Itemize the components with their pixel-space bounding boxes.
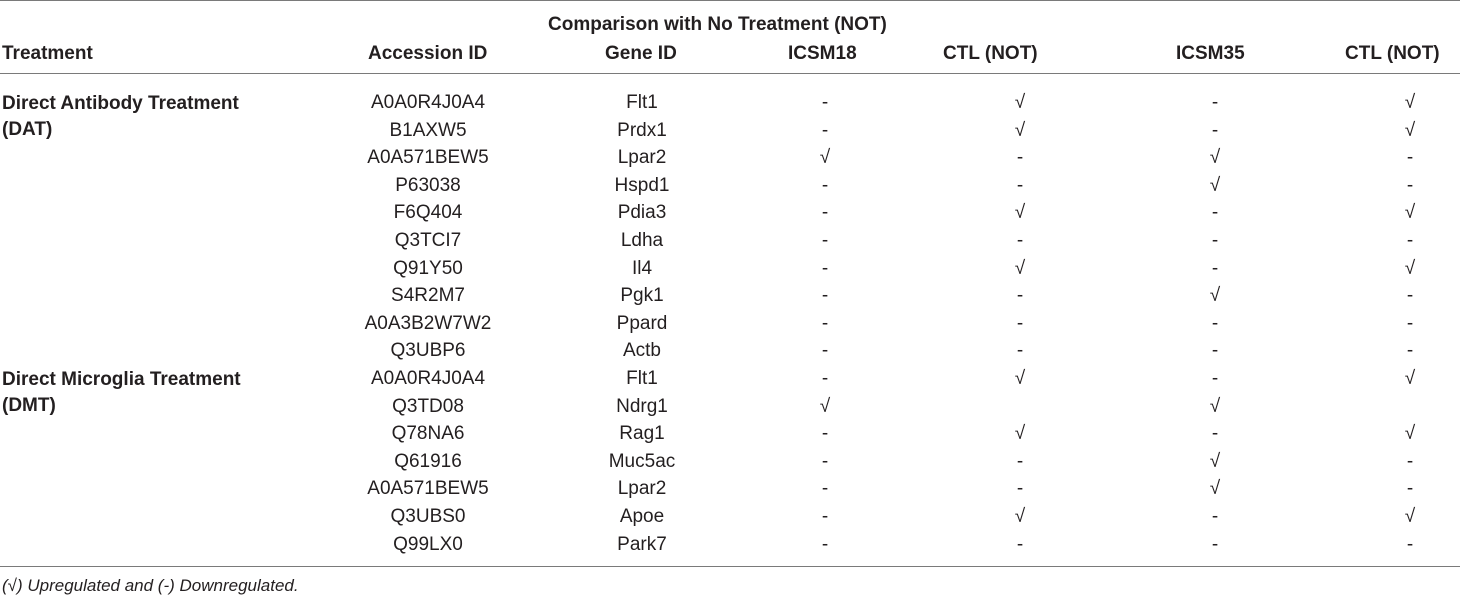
cell-accession-id: Q78NA6 xyxy=(391,423,465,445)
cell-accession-id: B1AXW5 xyxy=(389,119,467,141)
cell-gene-id: Pdia3 xyxy=(617,202,667,224)
cell-gene-id: Rag1 xyxy=(619,423,665,445)
cell-icsm18: - xyxy=(821,230,829,251)
cell-accession-id: A0A3B2W7W2 xyxy=(364,312,492,334)
cell-gene-id: Lpar2 xyxy=(617,147,667,169)
cell-accession-id: A0A0R4J0A4 xyxy=(370,92,486,113)
cell-icsm18: √ xyxy=(819,395,831,417)
cell-icsm18: - xyxy=(821,257,829,279)
cell-icsm35: √ xyxy=(1209,395,1221,417)
cell-icsm35: √ xyxy=(1209,174,1221,196)
cell-gene-id: Flt1 xyxy=(626,92,658,113)
cell-accession-id: Q3TD08 xyxy=(392,395,464,417)
cell-ctl-not-1: - xyxy=(1016,147,1024,169)
cell-icsm35: √ xyxy=(1209,147,1221,169)
cell-gene-id: Ldha xyxy=(620,230,664,251)
cell-ctl-not-1: - xyxy=(1016,174,1024,196)
cell-ctl-not-1: - xyxy=(1016,340,1024,362)
cell-gene-id: Il4 xyxy=(631,257,653,279)
cell-icsm35: - xyxy=(1211,119,1219,141)
cell-ctl-not-1: √ xyxy=(1014,92,1026,113)
cell-accession-id: Q3TCI7 xyxy=(394,230,462,251)
column-header-gene-id: Gene ID xyxy=(605,43,677,64)
cell-icsm35: √ xyxy=(1209,478,1221,500)
cell-accession-id: Q3UBP6 xyxy=(390,340,466,362)
cell-accession-id: A0A571BEW5 xyxy=(367,478,489,500)
cell-ctl-not-1: - xyxy=(1016,230,1024,251)
cell-icsm35: - xyxy=(1211,506,1219,527)
column-header-ctl-not-2: CTL (NOT) xyxy=(1345,43,1440,64)
cell-ctl-not-1: √ xyxy=(1014,257,1026,279)
cell-icsm18: - xyxy=(821,285,829,307)
cell-ctl-not-2: √ xyxy=(1404,506,1416,527)
cell-icsm35: - xyxy=(1211,368,1219,389)
cell-ctl-not-1: - xyxy=(1016,285,1024,307)
column-header-icsm35: ICSM35 xyxy=(1176,43,1245,64)
cell-ctl-not-1: √ xyxy=(1014,368,1026,389)
cell-ctl-not-1: - xyxy=(1016,478,1024,500)
cell-icsm35: - xyxy=(1211,230,1219,251)
cell-gene-id: Muc5ac xyxy=(608,450,676,472)
cell-ctl-not-2: √ xyxy=(1404,368,1416,389)
cell-ctl-not-2: - xyxy=(1406,230,1414,251)
cell-ctl-not-1: √ xyxy=(1014,506,1026,527)
column-header-ctl-not-1: CTL (NOT) xyxy=(943,43,1038,64)
cell-gene-id: Park7 xyxy=(617,533,667,555)
cell-accession-id: F6Q404 xyxy=(393,202,463,224)
cell-ctl-not-1: √ xyxy=(1014,119,1026,141)
cell-ctl-not-2: √ xyxy=(1404,92,1416,113)
cell-icsm18: - xyxy=(821,202,829,224)
cell-ctl-not-2: - xyxy=(1406,478,1414,500)
cell-icsm18: - xyxy=(821,423,829,445)
cell-gene-id: Actb xyxy=(622,340,662,362)
cell-icsm35: - xyxy=(1211,257,1219,279)
cell-icsm18: - xyxy=(821,506,829,527)
cell-ctl-not-1: - xyxy=(1016,450,1024,472)
cell-icsm18: √ xyxy=(819,147,831,169)
cell-ctl-not-2: √ xyxy=(1404,257,1416,279)
cell-ctl-not-2: - xyxy=(1406,312,1414,334)
footnote: (√) Upregulated and (-) Downregulated. xyxy=(2,576,299,595)
cell-gene-id: Lpar2 xyxy=(617,478,667,500)
cell-icsm18: - xyxy=(821,312,829,334)
cell-icsm18: - xyxy=(821,478,829,500)
cell-accession-id: Q61916 xyxy=(394,450,462,472)
cell-gene-id: Ppard xyxy=(616,312,668,334)
treatment-group-label xyxy=(2,367,241,419)
cell-icsm18: - xyxy=(821,533,829,555)
cell-gene-id: Ndrg1 xyxy=(616,395,668,417)
cell-ctl-not-2: √ xyxy=(1404,423,1416,445)
cell-ctl-not-2: - xyxy=(1406,147,1414,169)
cell-accession-id: A0A571BEW5 xyxy=(367,147,489,169)
treatment-group-label xyxy=(2,91,239,143)
table-top-rule xyxy=(0,0,1460,1)
treatment-label-line1: Direct Microglia Treatment xyxy=(2,369,241,390)
cell-icsm18: - xyxy=(821,119,829,141)
cell-accession-id: Q3UBS0 xyxy=(390,506,466,527)
cell-icsm18: - xyxy=(821,174,829,196)
cell-accession-id: Q99LX0 xyxy=(393,533,463,555)
cell-icsm35: √ xyxy=(1209,450,1221,472)
treatment-label-line2: (DMT) xyxy=(2,395,56,416)
cell-icsm35: - xyxy=(1211,423,1219,445)
cell-gene-id: Pgk1 xyxy=(620,285,664,307)
group-header: Comparison with No Treatment (NOT) xyxy=(548,14,887,35)
cell-icsm18: - xyxy=(821,340,829,362)
cell-icsm35: - xyxy=(1211,92,1219,113)
cell-accession-id: P63038 xyxy=(395,174,461,196)
cell-icsm35: - xyxy=(1211,202,1219,224)
cell-icsm18: - xyxy=(821,368,829,389)
column-header-treatment: Treatment xyxy=(2,43,93,64)
cell-gene-id: Prdx1 xyxy=(617,119,667,141)
cell-gene-id: Hspd1 xyxy=(614,174,670,196)
column-header-accession-id: Accession ID xyxy=(368,43,488,64)
cell-ctl-not-1: - xyxy=(1016,312,1024,334)
cell-ctl-not-2: - xyxy=(1406,174,1414,196)
cell-icsm35: - xyxy=(1211,533,1219,555)
cell-icsm18: - xyxy=(821,450,829,472)
cell-icsm18: - xyxy=(821,92,829,113)
cell-ctl-not-1: - xyxy=(1016,533,1024,555)
cell-accession-id: A0A0R4J0A4 xyxy=(370,368,486,389)
cell-ctl-not-2: - xyxy=(1406,340,1414,362)
column-header-icsm18: ICSM18 xyxy=(788,43,857,64)
cell-ctl-not-1: √ xyxy=(1014,423,1026,445)
cell-gene-id: Flt1 xyxy=(626,368,658,389)
cell-ctl-not-2: √ xyxy=(1404,202,1416,224)
cell-ctl-not-2: √ xyxy=(1404,119,1416,141)
cell-ctl-not-2: - xyxy=(1406,450,1414,472)
cell-icsm35: √ xyxy=(1209,285,1221,307)
cell-ctl-not-1: √ xyxy=(1014,202,1026,224)
header-rule xyxy=(0,73,1460,74)
cell-ctl-not-2: - xyxy=(1406,285,1414,307)
treatment-label-line1: Direct Antibody Treatment xyxy=(2,93,239,114)
cell-gene-id: Apoe xyxy=(619,506,665,527)
cell-accession-id: S4R2M7 xyxy=(391,285,465,307)
table-bottom-rule xyxy=(0,566,1460,567)
treatment-label-line2: (DAT) xyxy=(2,119,53,140)
cell-icsm35: - xyxy=(1211,340,1219,362)
cell-icsm35: - xyxy=(1211,312,1219,334)
cell-accession-id: Q91Y50 xyxy=(393,257,463,279)
cell-ctl-not-2: - xyxy=(1406,533,1414,555)
